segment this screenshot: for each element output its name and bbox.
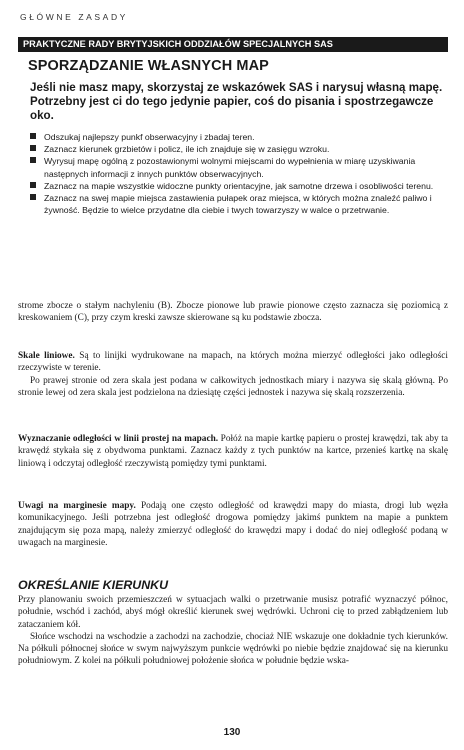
square-bullet-icon: [30, 133, 36, 139]
paragraph: Przy planowaniu swoich przemieszczeń w sytuacjach walki o przetrwanie musisz potrafić wyznaczyć północ, południe, wschód i zachód, abyś mógł określić kierunek swej wędrówki. Uchroni cię to przed zabłądzeniem lub zataczaniem kół.: [18, 595, 448, 630]
paragraph-text: Połóż na mapie kartkę papieru o prostej krawędzi, tak aby ta krawędź stykała się z obydwoma punktami. Zaznacz każdy z tych punktów na kartce, przenieś kartkę na skalę liniową i odczytaj odległość rzeczywistą pomiędzy tymi punktami.: [18, 434, 448, 469]
sidebar-banner: PRAKTYCZNE RADY BRYTYJSKICH ODDZIAŁÓW SPECJALNYCH SAS: [18, 37, 448, 52]
list-item-text: Zaznacz kierunek grzbietów i policz, ile ich znajduje się w zasięgu wzroku.: [44, 144, 330, 155]
sidebar-lead: Jeśli nie masz mapy, skorzystaj ze wskazówek SAS i narysuj własną mapę. Potrzebny jest ci do tego jedynie papier, coś do pisania i spostrzegawcze oko.: [30, 81, 443, 122]
paragraph: [18, 350, 448, 375]
list-item-text: Zaznacz na mapie wszystkie widoczne punkty orientacyjne, jak samotne drzewa i osobliwości terenu.: [44, 180, 434, 191]
list-item-text: Wyrysuj mapę ogólną z pozostawionymi wolnymi miejscami do wypełnienia w miarę uzyskiwania następnych informacji z innych punktów obserwacyjnych.: [44, 156, 416, 179]
square-bullet-icon: [30, 157, 36, 163]
body-section-margin-notes: [18, 500, 448, 549]
body-section-straight-distance: [18, 433, 448, 470]
paragraph: [18, 433, 448, 470]
sidebar-title: SPORZĄDZANIE WŁASNYCH MAP: [28, 58, 269, 74]
paragraph-text: Są to linijki wydrukowane na mapach, na których można mierzyć odległości jako odległości rzeczywiste w terenie.: [18, 351, 448, 374]
paragraph: [18, 500, 448, 549]
body-section-linear-scales: [18, 350, 448, 399]
body-section-direction: [18, 594, 448, 668]
list-item: [30, 131, 435, 143]
list-item-text: Odszukaj najlepszy punkf obserwacyjny i zbadaj teren.: [44, 132, 255, 142]
run-in-heading: Uwagi na marginesie mapy.: [18, 501, 136, 511]
paragraph-text: Podają one często odległość od krawędzi mapy do miasta, drogi lub węzła komunikacyjnego. Jeśli potrzebna jest odległość drogowa pomiędzy jakimś punktem na mapie a punktem znajdującym się poza mapą, należy zmierzyć odległość do krawędzi mapy i dodać do niej odległość podaną w uwagach na marginesie.: [18, 501, 448, 548]
run-in-heading: Wyznaczanie odległości w linii prostej na mapach.: [18, 434, 219, 444]
run-in-heading: Skale liniowe.: [18, 351, 75, 361]
list-item: [30, 180, 435, 192]
list-item-text: Zaznacz na swej mapie miejsca zastawienia pułapek oraz miejsca, w których można znaleźć paliwo i żywność. Będzie to wielce przydatne dla ciebie i twych towarzyszy w walce o przetrwanie.: [44, 193, 432, 216]
square-bullet-icon: [30, 194, 36, 200]
paragraph: Słońce wschodzi na wschodzie a zachodzi na zachodzie, chociaż NIE wskazuje one dokładnie tych kierunków. Na półkuli północnej słońce w swym najwyższym punkcie wędrówki po niebie będzie znajdować się na kierunku południowym. Z kolei na półkuli południowej położenie słońca w południe będzie wska-: [18, 631, 448, 667]
sidebar-bullet-list: [30, 131, 435, 216]
paragraph: Po prawej stronie od zera skala jest podana w całkowitych jednostkach miary i nazywa się skalą główną. Po stronie lewej od zera skala jest podzielona na dziesiątę części jednostek i nazywa się skalą rozszerzenia.: [18, 375, 448, 398]
list-item: [30, 143, 435, 155]
list-item: [30, 192, 435, 216]
section-heading: OKREŚLANIE KIERUNKU: [18, 578, 169, 592]
square-bullet-icon: [30, 182, 36, 188]
paragraph: strome zbocze o stałym nachyleniu (B). Zbocze pionowe lub prawie pionowe często zaznacza się poziomicą z kreskowaniem (C), przy czym kreski zawsze skierowane są ku podstawie zbocza.: [18, 301, 448, 324]
list-item: [30, 155, 435, 179]
page-number: 130: [223, 727, 241, 738]
running-head: GŁÓWNE ZASADY: [20, 12, 128, 22]
square-bullet-icon: [30, 145, 36, 151]
body-paragraph-slopes: [18, 300, 448, 325]
